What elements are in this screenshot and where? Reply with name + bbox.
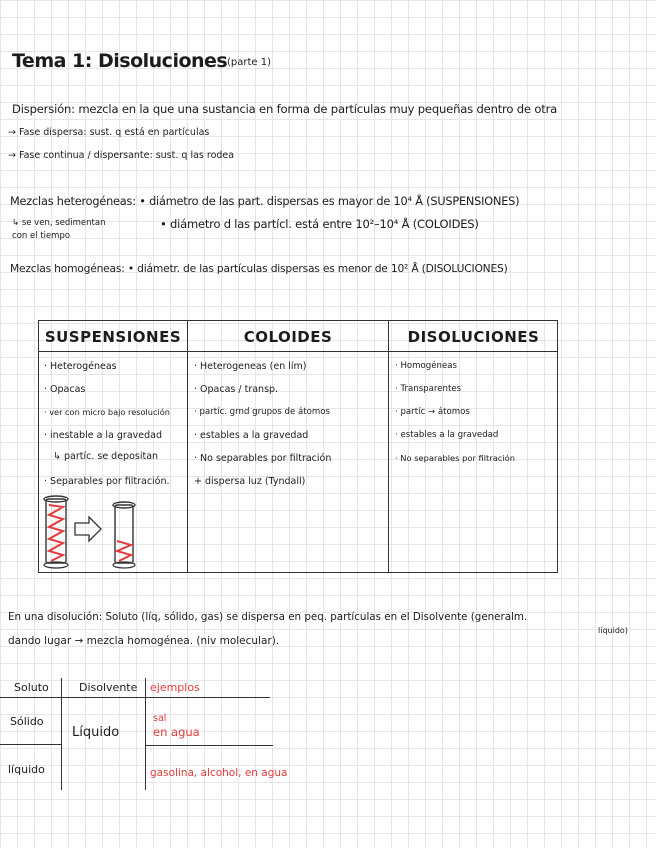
list-item: · estables a la gravedad [194,430,309,441]
list-item: · inestable a la gravedad [44,430,163,441]
heterogeneas-note-1: ↳ se ven, sedimentan [12,218,106,228]
list-item: · estables a la gravedad [395,430,499,440]
header-disolvente: Disolvente [79,681,138,694]
list-item: · Opacas [44,384,86,395]
header-coloides: COLOIDES [243,328,333,346]
tube-right-icon [113,502,135,568]
comparison-table [38,320,558,573]
mezclas-homogeneas: Mezclas homogéneas: • diámetr. de las partículas dispersas es menor de 10² Å (DISOLUCIONES) [10,262,508,275]
disolucion-line-2: dando lugar → mezcla homogénea. (niv molecular). [8,635,280,647]
fase-dispersa: → Fase dispersa: sust. q está en partículas [8,127,210,138]
list-item: ↳ partíc. se depositan [53,451,159,462]
list-item: · partíc. grnd grupos de átomos [194,407,330,417]
column-disoluciones [389,321,558,572]
ejemplo-gasolina: gasolina, alcohol, en agua [150,767,288,779]
arrow-right-icon [75,517,101,541]
list-item: · Transparentes [395,384,462,394]
table-divider [0,697,270,698]
column-coloides [188,321,389,572]
tube-left-icon [44,496,68,568]
list-item: · Separables por filtración. [44,476,170,487]
ejemplo-sal: sal [153,713,167,724]
disolvente-liquido: Líquido [72,725,120,740]
table-header-divider [39,351,557,352]
page-title: Tema 1: Disoluciones [12,50,228,72]
table-divider [0,744,62,745]
header-suspensiones: SUSPENSIONES [44,328,182,346]
table-divider [61,678,62,790]
disolucion-line-1: En una disolución: Soluto (líq, sólido, gas) se dispersa en peq. partículas en el Disolvente (generalm. [8,611,528,623]
mezclas-heterogeneas: Mezclas heterogéneas: • diámetro de las part. dispersas es mayor de 10⁴ Å (SUSPENSIONES) [10,195,520,208]
soluto-solido: Sólido [10,715,44,728]
list-item: · ver con micro bajo resolución [44,407,170,417]
header-ejemplos: ejemplos [150,681,200,694]
list-item: · Heterogéneas [44,361,117,372]
heterogeneas-note-2: con el tiempo [12,231,71,241]
column-suspensiones [39,321,188,572]
dispersion-definition: Dispersión: mezcla en la que una sustancia en forma de partículas muy pequeñas dentro de otra [12,102,558,116]
list-item: · partíc → átomos [395,407,470,417]
table-divider [145,745,273,746]
list-item: · Opacas / transp. [194,384,279,395]
coloides-diameter: • diámetro d las partícl. está entre 10²–10⁴ Å (COLOIDES) [160,217,479,231]
list-item: · Heterogeneas (en lím) [194,361,307,372]
list-item: · Homogéneas [395,361,458,371]
fase-continua: → Fase continua / dispersante: sust. q las rodea [8,150,235,161]
header-soluto: Soluto [14,681,49,694]
soluto-liquido: líquido [8,763,45,776]
ejemplo-en-agua: en agua [153,725,200,739]
list-item: · No separables por filtración [395,453,515,463]
list-item: + dispersa luz (Tyndall) [194,476,306,487]
disolucion-line-1-note: líquido) [598,626,628,635]
header-disoluciones: DISOLUCIONES [407,328,540,346]
list-item: · No separables por filtración [194,453,332,464]
title-note: (parte 1) [227,57,272,68]
sedimentation-tubes-drawing [39,493,149,573]
table-divider [145,678,146,790]
